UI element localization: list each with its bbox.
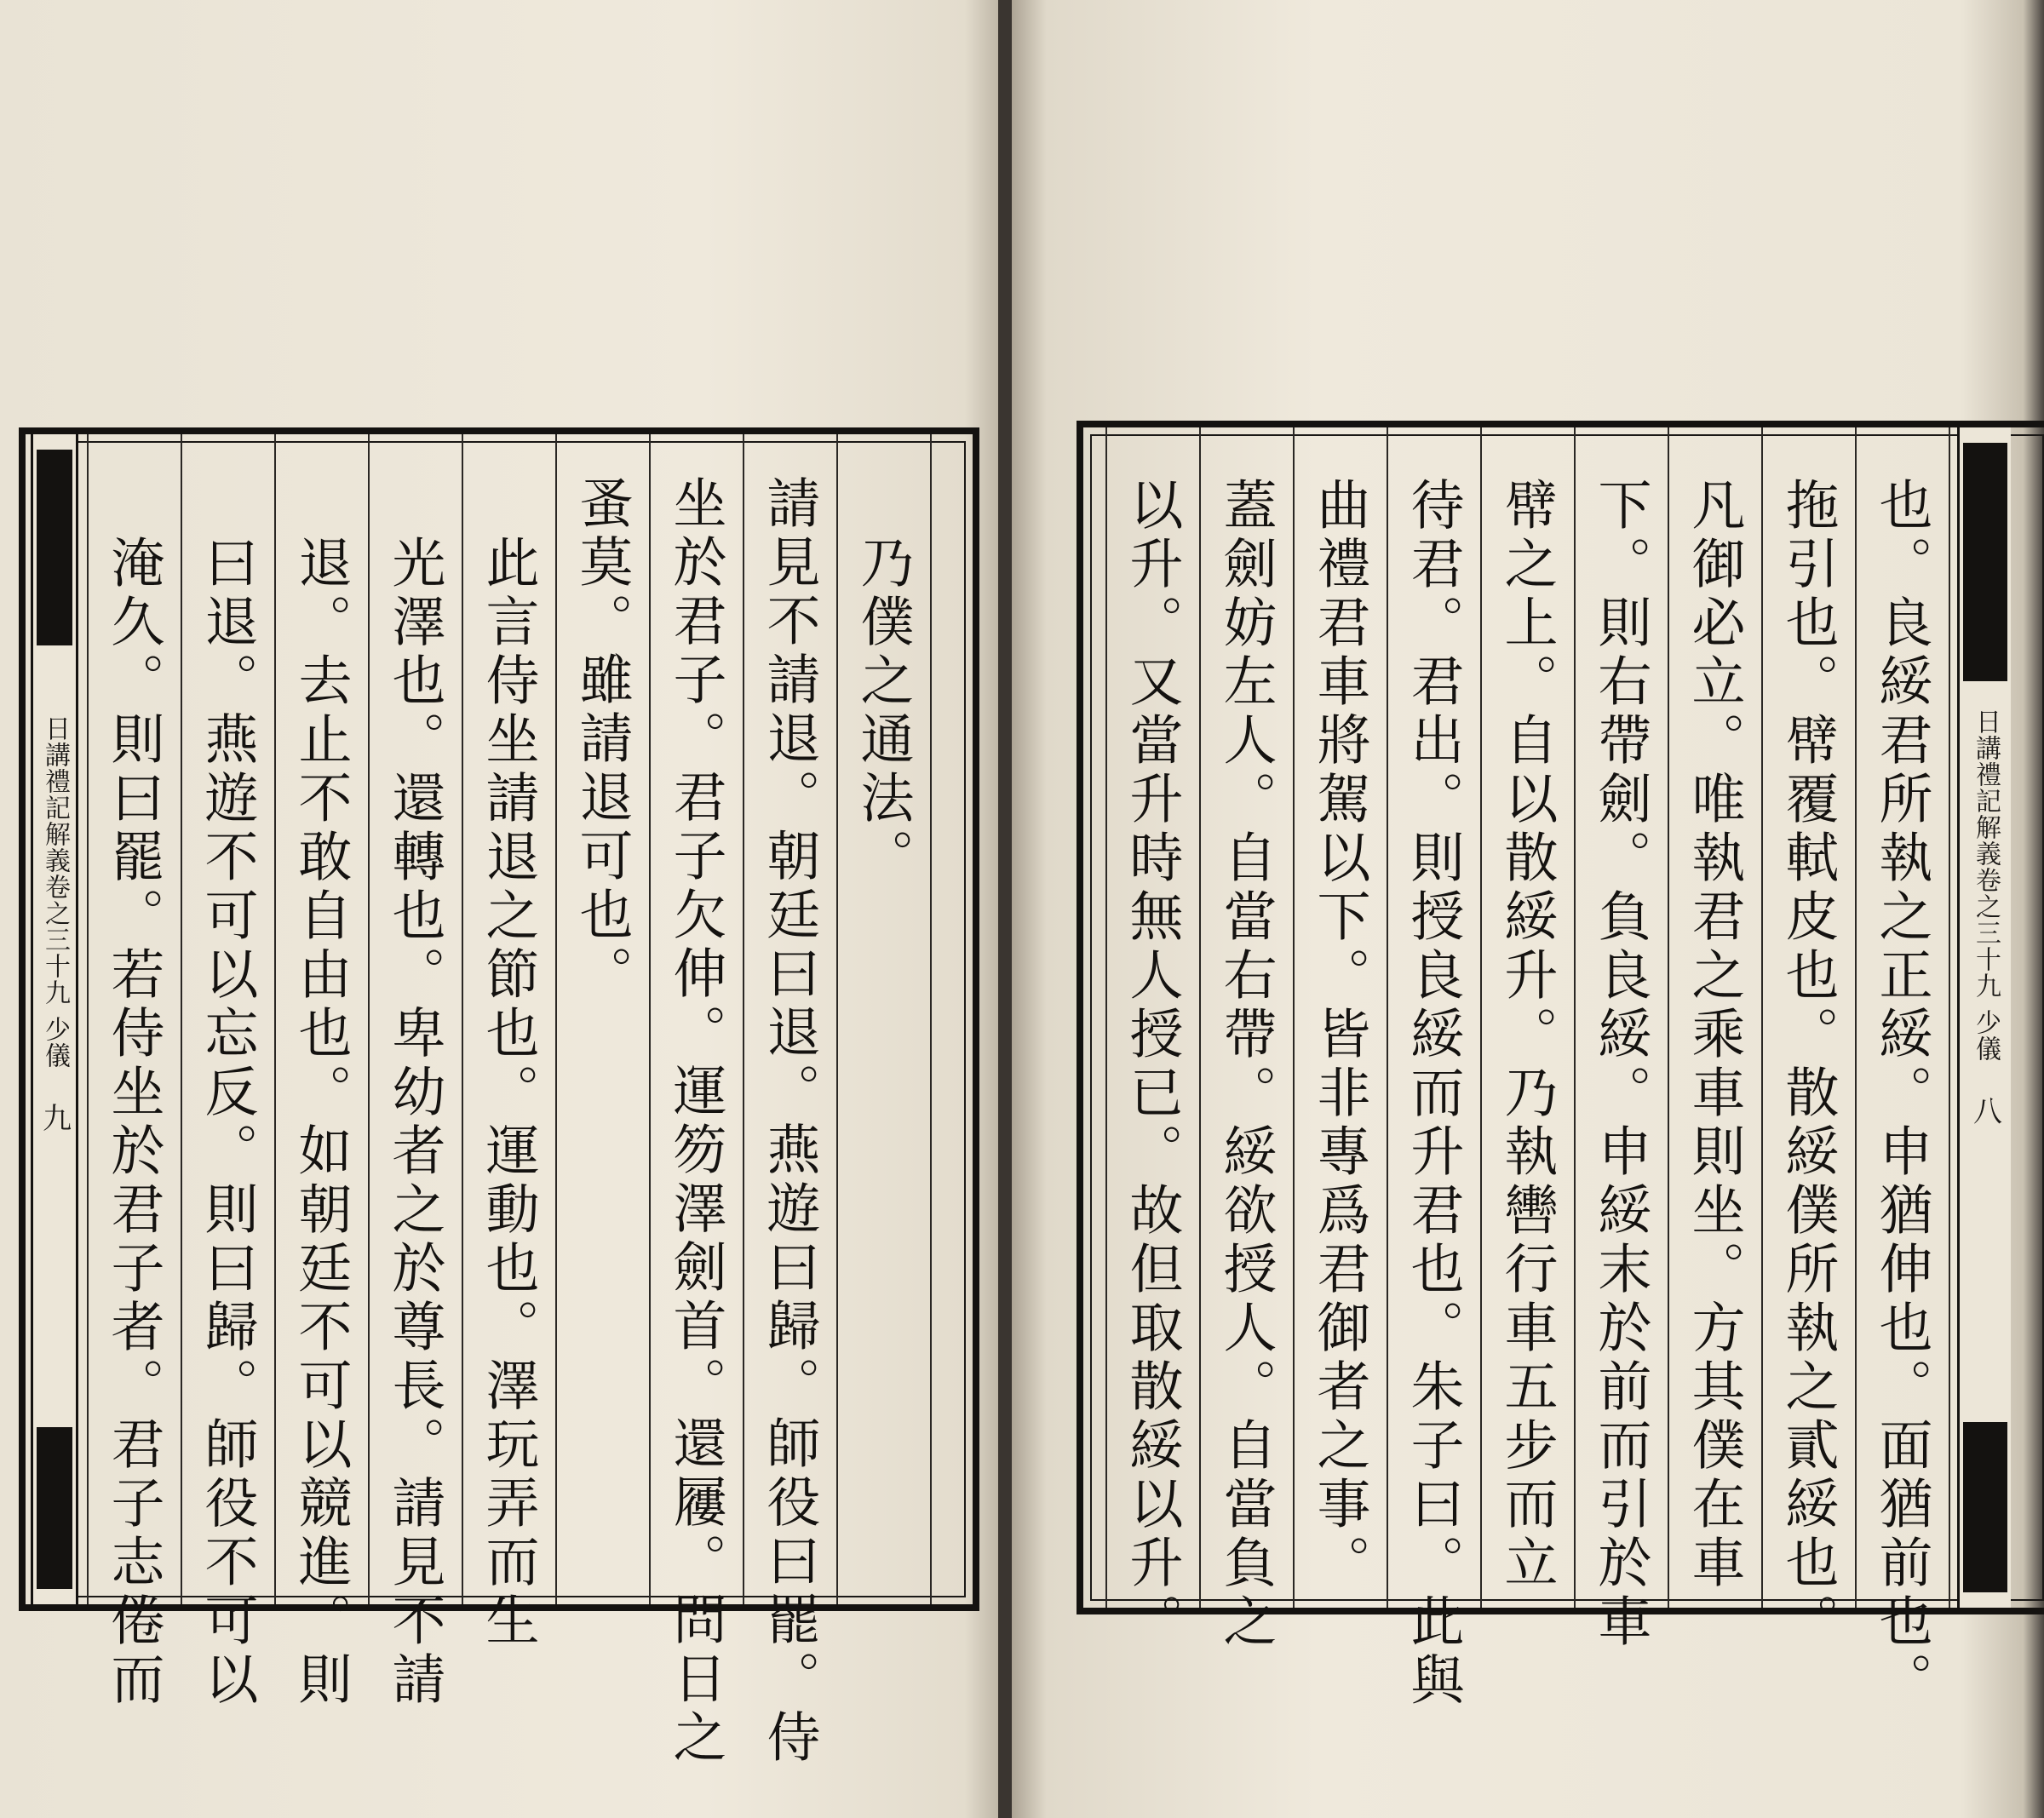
- text-column: [462, 434, 555, 1651]
- text-column: [649, 434, 743, 1768]
- text-column: [1199, 427, 1293, 1652]
- column-text: 待君。君出。則授良綏而升君也。朱子曰。此與: [1402, 477, 1465, 1711]
- fold-black-band-top: [1963, 443, 2007, 681]
- left-text-frame: [19, 427, 979, 1768]
- column-text: 請見不請退。朝廷曰退。燕遊曰歸。師役曰罷。侍: [758, 475, 821, 1768]
- column-text: 也。良綏君所執之正綏。申猶伸也。面猶前也。: [1870, 477, 1933, 1711]
- column-text: 曲禮君車將駕以下。皆非專爲君御者之事。: [1308, 477, 1371, 1593]
- column-text: 以升。又當升時無人授已。故但取散綏以升。: [1121, 477, 1184, 1652]
- fold-title: 日講禮記解義卷之三十九: [40, 715, 70, 1006]
- column-text: 淹久。則曰罷。若侍坐於君子者。君子志倦而: [102, 535, 165, 1710]
- text-column: [87, 434, 181, 1710]
- fold-page-number: 九: [37, 1103, 72, 1132]
- text-column: [368, 434, 462, 1710]
- column-text: 退。去止不敢自由也。如朝廷不可以競進。則: [290, 535, 353, 1710]
- text-column: [1574, 427, 1668, 1652]
- text-column: [743, 434, 836, 1768]
- column-text: 下。則右帶劍。負良綏。申綏末於前而引於車: [1589, 477, 1652, 1652]
- text-column: [181, 434, 274, 1710]
- fold-black-band-bottom: [37, 1427, 72, 1589]
- text-column: [1480, 427, 1574, 1608]
- text-column: [836, 434, 930, 1604]
- right-text-frame: [1077, 421, 2044, 1711]
- fold-section: 少儀: [40, 1016, 70, 1069]
- column-rule: [1949, 427, 1950, 1608]
- text-column: [1668, 427, 1761, 1608]
- book-gutter: [998, 0, 1012, 1818]
- left-fold-margin: [31, 434, 78, 1604]
- column-text: 幦之上。自以散綏升。乃執轡行車五步而立: [1496, 477, 1559, 1593]
- column-text: 拖引也。幦覆軾皮也。散綏僕所執之貳綏也。: [1777, 477, 1840, 1652]
- fold-title: 日講禮記解義卷之三十九: [1971, 708, 2001, 999]
- text-column: [555, 434, 649, 1604]
- text-column: [1387, 427, 1480, 1711]
- column-rule: [930, 434, 932, 1604]
- text-column: [1855, 427, 1949, 1711]
- fold-section: 少儀: [1971, 1009, 2001, 1062]
- right-fold-margin: [1957, 427, 2011, 1608]
- column-text: 此言侍坐請退之節也。運動也。澤玩弄而生: [477, 535, 540, 1651]
- fold-black-band-bottom: [1963, 1422, 2007, 1592]
- column-text: 蓋劍妨左人。自當右帶。綏欲授人。自當負之: [1214, 477, 1278, 1652]
- fold-page-number: 八: [1967, 1096, 2002, 1125]
- text-column: [274, 434, 368, 1710]
- fold-black-band-top: [37, 450, 72, 645]
- column-text: 乃僕之通法。: [852, 535, 915, 887]
- column-text: 凡御必立。唯執君之乘車則坐。方其僕在車: [1683, 477, 1746, 1593]
- column-text: 蚤莫。雖請退可也。: [571, 475, 634, 1004]
- text-column: [1105, 427, 1199, 1652]
- column-text: 坐於君子。君子欠伸。運笏澤劍首。還屨。問日之: [664, 475, 727, 1768]
- column-text: 曰退。燕遊不可以忘反。則曰歸。師役不可以: [196, 535, 259, 1710]
- column-text: 光澤也。還轉也。卑幼者之於尊長。請見不請: [383, 535, 446, 1710]
- text-column: [1293, 427, 1387, 1608]
- text-column: [1761, 427, 1855, 1652]
